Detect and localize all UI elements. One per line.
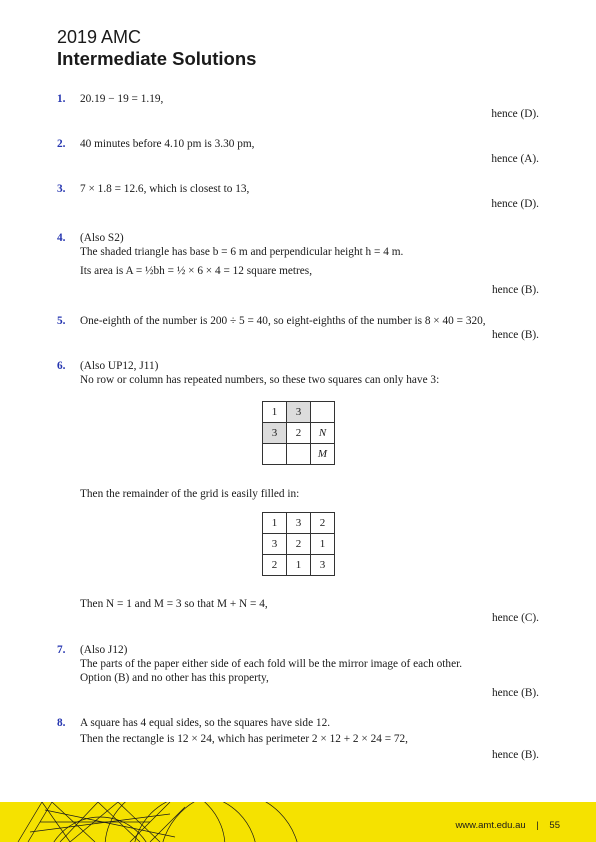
grid-partial xyxy=(262,401,335,465)
footer-website-link[interactable]: www.amt.edu.au xyxy=(455,820,526,831)
grid-cell: 3 xyxy=(311,555,335,576)
solution-answer: hence (B). xyxy=(491,329,539,341)
solution-line: 40 minutes before 4.10 pm is 3.30 pm, xyxy=(80,138,255,150)
solution-line: (Also J12) xyxy=(80,644,128,656)
solution-answer: hence (B). xyxy=(491,687,539,699)
grid-cell: 1 xyxy=(287,555,311,576)
solution-line: Then the rectangle is 12 × 24, which has perimeter 2 × 12 + 2 × 24 = 72, xyxy=(80,733,409,745)
solution-answer: hence (A). xyxy=(491,153,539,165)
grid-cell: 3 xyxy=(287,513,311,534)
solution-line: Option (B) and no other has this property, xyxy=(80,672,269,684)
grid-cell: 2 xyxy=(263,555,287,576)
solution-line: The parts of the paper either side of each fold will be the mirror image of each other. xyxy=(80,658,463,670)
solution-answer: hence (D). xyxy=(491,108,539,120)
solution-line: 7 × 1.8 = 12.6, which is closest to 13, xyxy=(80,183,250,195)
solution-answer: hence (C). xyxy=(491,612,539,624)
solution-line: The shaded triangle has base b = 6 m and perpendicular height h = 4 m. xyxy=(80,246,404,258)
grid-cell: 1 xyxy=(311,534,335,555)
grid-cell-shaded: 3 xyxy=(287,402,311,423)
solution-answer: hence (D). xyxy=(491,198,539,210)
grid-complete xyxy=(262,512,335,576)
solution-number: 1. xyxy=(57,93,66,105)
grid-cell: 3 xyxy=(263,534,287,555)
solution-line: (Also UP12, J11) xyxy=(80,360,159,372)
grid-cell-shaded: 3 xyxy=(263,423,287,444)
grid-cell: N xyxy=(311,423,335,444)
footer-separator: | xyxy=(536,820,539,831)
page-number: 55 xyxy=(549,820,560,831)
solution-line: Its area is A = ½bh = ½ × 6 × 4 = 12 square metres, xyxy=(80,265,313,277)
solution-line: A square has 4 equal sides, so the squares have side 12. xyxy=(80,717,331,729)
solution-number: 6. xyxy=(57,360,66,372)
grid-cell xyxy=(287,444,311,465)
solution-line: One-eighth of the number is 200 ÷ 5 = 40, so eight-eighths of the number is 8 × 40 = 320, xyxy=(80,315,486,327)
page-footer xyxy=(0,802,596,842)
document-year: 2019 AMC xyxy=(57,27,142,47)
solution-number: 2. xyxy=(57,138,66,150)
solution-line: Then N = 1 and M = 3 so that M + N = 4, xyxy=(80,598,268,610)
grid-cell xyxy=(311,402,335,423)
grid-cell: 2 xyxy=(311,513,335,534)
grid-cell: 2 xyxy=(287,423,311,444)
grid-cell: 2 xyxy=(287,534,311,555)
solution-line: Then the remainder of the grid is easily filled in: xyxy=(80,488,300,500)
grid-cell: 1 xyxy=(263,402,287,423)
solution-number: 5. xyxy=(57,315,66,327)
solution-answer: hence (B). xyxy=(491,284,539,296)
grid-cell xyxy=(263,444,287,465)
footer-info xyxy=(455,820,560,831)
grid-cell: M xyxy=(311,444,335,465)
solution-number: 3. xyxy=(57,183,66,195)
solution-answer: hence (B). xyxy=(491,749,539,761)
solution-line: (Also S2) xyxy=(80,232,124,244)
solution-number: 4. xyxy=(57,232,66,244)
document-title: Intermediate Solutions xyxy=(57,48,257,69)
solution-number: 7. xyxy=(57,644,66,656)
solution-line: No row or column has repeated numbers, so these two squares can only have 3: xyxy=(80,374,440,386)
grid-cell: 1 xyxy=(263,513,287,534)
footer-geometric-pattern-icon xyxy=(0,802,300,842)
solution-number: 8. xyxy=(57,717,66,729)
solution-line: 20.19 − 19 = 1.19, xyxy=(80,93,164,105)
